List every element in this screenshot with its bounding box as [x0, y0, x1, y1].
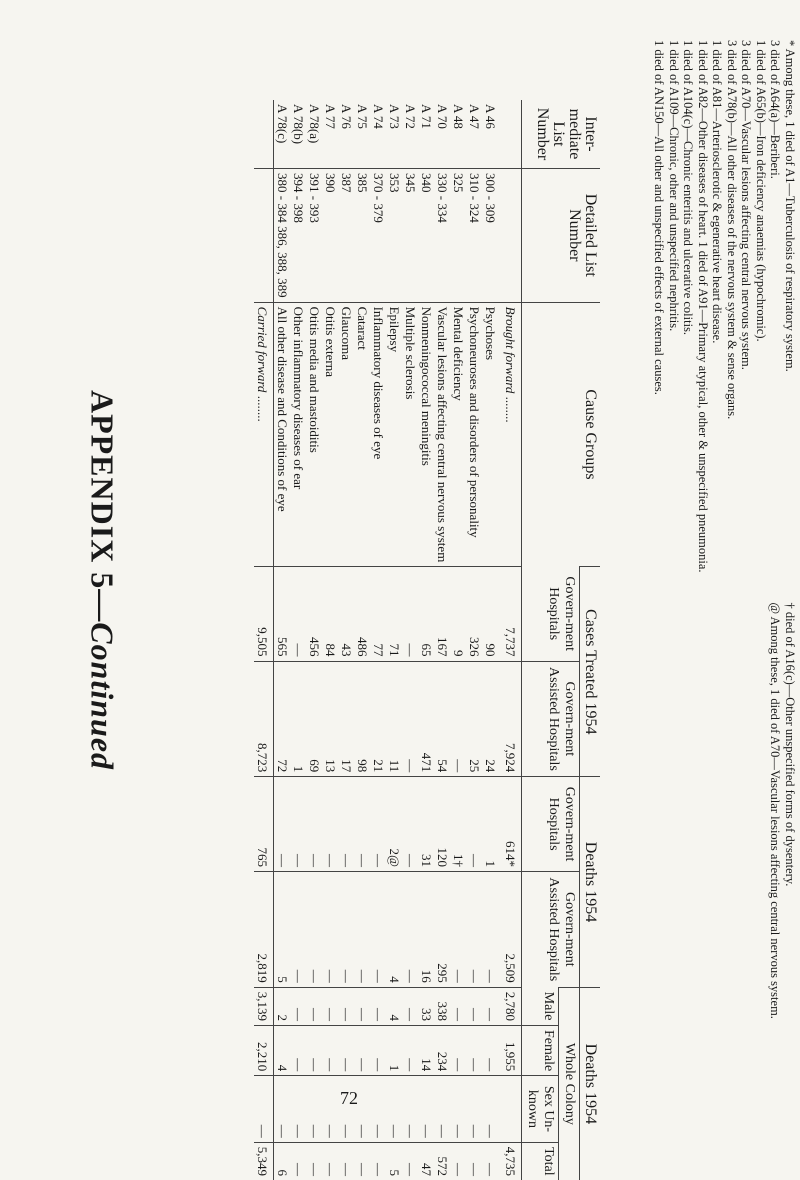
- cell-unk: —: [290, 1076, 306, 1143]
- inter-list-number: A 78(a): [307, 104, 322, 144]
- cell: 8,723: [254, 661, 274, 777]
- footnotes-left: [622, 40, 797, 603]
- cell: 3,139: [254, 987, 274, 1025]
- cell-male: —: [306, 987, 322, 1025]
- cell-c-ga: —: [450, 661, 466, 777]
- cell-total: 47: [418, 1142, 434, 1180]
- cell-female: 4: [274, 1025, 291, 1075]
- cell-c-ga: 13: [322, 661, 338, 777]
- cell-c-gh: 71: [386, 567, 402, 661]
- cell-unk: —: [370, 1076, 386, 1143]
- cell-total: —: [338, 1142, 354, 1180]
- table-row: [338, 100, 354, 1180]
- brought-forward-row: Brought forward ........ 7,737 7,924 614* 2,509 2,780 1,955 4,735: [498, 100, 522, 1180]
- cell-d-gh: —: [306, 777, 322, 872]
- cell-female: —: [466, 1025, 482, 1075]
- cell-c-gh: 65: [418, 567, 434, 661]
- cell-male: —: [354, 987, 370, 1025]
- cause-group: Nonmeningococcal meningitis: [418, 302, 434, 567]
- cell-c-ga: 17: [338, 661, 354, 777]
- cell-c-gh: 167: [434, 567, 450, 661]
- cell-male: —: [322, 987, 338, 1025]
- cell-unk: —: [418, 1076, 434, 1143]
- detailed-list-number: 391 - 393: [306, 169, 322, 303]
- cell-d-gh: 120: [434, 777, 450, 872]
- inter-list-number: A 75: [355, 104, 370, 129]
- cell-unk: —: [354, 1076, 370, 1143]
- cell-male: —: [482, 987, 498, 1025]
- cause-header: Cause Groups: [522, 302, 601, 567]
- cell-total: 5: [386, 1142, 402, 1180]
- cause-group: Otitis externa: [322, 302, 338, 567]
- cause-group: Inflammatory diseases of eye: [370, 302, 386, 567]
- cell-total: —: [322, 1142, 338, 1180]
- detailed-list-number: 385: [354, 169, 370, 303]
- cell-c-ga: 11: [386, 661, 402, 777]
- cell-total: —: [306, 1142, 322, 1180]
- cell-d-gh: 31: [418, 777, 434, 872]
- cell-unk: —: [322, 1076, 338, 1143]
- cell-female: —: [322, 1025, 338, 1075]
- cell-c-ga: 25: [466, 661, 482, 777]
- inter-list-number: A 77: [323, 104, 338, 129]
- page-number: 72: [340, 1088, 358, 1108]
- cell: —: [254, 1076, 274, 1143]
- carried-forward-row: Carried forward ........ 9,505 8,723 765 2,819 3,139 2,210 — 5,349: [254, 100, 274, 1180]
- detailed-header: Detailed List Number: [522, 169, 601, 303]
- cell-unk: —: [386, 1076, 402, 1143]
- cell-d-gh: —: [338, 777, 354, 872]
- cell-unk: —: [306, 1076, 322, 1143]
- cell-d-ga: 16: [418, 871, 434, 987]
- brought-forward-label: Brought forward: [503, 306, 518, 394]
- footnote: 1 died of A104(c)—Chronic enteritis and ulcerative colitis.: [681, 40, 696, 336]
- footnote: 1 died of AN150—All other and unspecified effects of external causes.: [652, 40, 667, 395]
- table-row: [386, 100, 402, 1180]
- cell-male: 2: [274, 987, 291, 1025]
- cell: 7,737: [498, 567, 522, 661]
- inter-list-number: A 46: [483, 104, 498, 129]
- inter-list-number: A 72: [403, 104, 418, 129]
- cell-female: —: [354, 1025, 370, 1075]
- male-header: Male: [522, 987, 559, 1025]
- cell-d-gh: 2@: [386, 777, 402, 872]
- cell-female: 1: [386, 1025, 402, 1075]
- cell-unk: —: [466, 1076, 482, 1143]
- cell-d-gh: —: [466, 777, 482, 872]
- inter-list-number: A 71: [419, 104, 434, 129]
- footnote: 1 died of A109—Chronic, other and unspecified nephritis.: [667, 40, 681, 332]
- table-row: [322, 100, 338, 1180]
- cell-d-ga: 5: [274, 871, 291, 987]
- cell-d-ga: —: [338, 871, 354, 987]
- cell-d-gh: —: [354, 777, 370, 872]
- cell-c-gh: —: [402, 567, 418, 661]
- cell-total: —: [290, 1142, 306, 1180]
- inter-list-number: A 74: [371, 104, 386, 129]
- data-rows: [274, 100, 499, 1180]
- cell: [498, 1076, 522, 1143]
- cell-unk: —: [274, 1076, 291, 1143]
- table-row: [290, 100, 306, 1180]
- detailed-list-number: 370 - 379: [370, 169, 386, 303]
- cell-d-gh: —: [322, 777, 338, 872]
- cell-total: 6: [274, 1142, 291, 1180]
- cell-d-gh: 1†: [450, 777, 466, 872]
- cause-group: Cataract: [354, 302, 370, 567]
- cell-c-gh: 565: [274, 567, 291, 661]
- footnote: 3 died of A78(b)—All other diseases of the nervous system & sense organs.: [725, 40, 739, 420]
- cell-d-ga: —: [402, 871, 418, 987]
- deaths-gov-hosp-header: Govern-ment Hospitals: [522, 777, 580, 872]
- page-title: APPENDIX 5—Continued: [84, 389, 121, 771]
- detailed-list-number: 387: [338, 169, 354, 303]
- cell-female: —: [450, 1025, 466, 1075]
- cell-d-ga: —: [466, 871, 482, 987]
- footnotes-right: [622, 603, 797, 1049]
- cell-c-gh: 456: [306, 567, 322, 661]
- cell-d-gh: —: [370, 777, 386, 872]
- cell-unk: —: [402, 1076, 418, 1143]
- table-row: [402, 100, 418, 1180]
- table-row: [274, 100, 291, 1180]
- cell-d-ga: —: [370, 871, 386, 987]
- cases-gov-hosp-header: Govern-ment Hospitals: [522, 567, 580, 661]
- cell-female: —: [402, 1025, 418, 1075]
- cause-group: Psychoneuroses and disorders of personality: [466, 302, 482, 567]
- table-row: [418, 100, 434, 1180]
- cell-d-gh: —: [402, 777, 418, 872]
- footnote: @ Among these, 1 died of A70—Vascular lesions affecting central nervous system.: [768, 602, 783, 1019]
- cell-c-ga: 471: [418, 661, 434, 777]
- cell-female: —: [306, 1025, 322, 1075]
- cell-male: —: [450, 987, 466, 1025]
- cell-c-gh: 90: [482, 567, 498, 661]
- table-row: [466, 100, 482, 1180]
- footnote: 3 died of A64(a)—Beriberi.: [768, 40, 783, 179]
- cell-unk: —: [434, 1076, 450, 1143]
- cell: 2,780: [498, 987, 522, 1025]
- cell: 2,509: [498, 871, 522, 987]
- cell-female: —: [482, 1025, 498, 1075]
- cause-group: Psychoses: [482, 302, 498, 567]
- detailed-list-number: 390: [322, 169, 338, 303]
- female-header: Female: [522, 1025, 559, 1075]
- cell-c-ga: —: [402, 661, 418, 777]
- cell-d-gh: —: [290, 777, 306, 872]
- cell-female: —: [338, 1025, 354, 1075]
- cell-female: 234: [434, 1025, 450, 1075]
- cell-d-ga: —: [290, 871, 306, 987]
- inter-header: Inter-mediate List Number: [522, 100, 601, 169]
- table-row: [354, 100, 370, 1180]
- cell-c-ga: 21: [370, 661, 386, 777]
- deaths-govt-header: Deaths 1954: [580, 777, 601, 987]
- cell-c-gh: 84: [322, 567, 338, 661]
- detailed-list-number: 353: [386, 169, 402, 303]
- footnote: 1 died of A82—Other diseases of heart. 1 died of A91—Primary atypical, other & unspecified pneumonia.: [696, 40, 710, 573]
- cell-c-ga: 98: [354, 661, 370, 777]
- inter-list-number: A 78(c): [275, 104, 290, 144]
- cell: 4,735: [498, 1142, 522, 1180]
- cell-total: —: [370, 1142, 386, 1180]
- cell: 9,505: [254, 567, 274, 661]
- deaths-gov-assist-header: Govern-ment Assisted Hospitals: [522, 871, 580, 987]
- cell-d-ga: —: [482, 871, 498, 987]
- cell-male: —: [370, 987, 386, 1025]
- cell-male: 4: [386, 987, 402, 1025]
- title-main: APPENDIX: [84, 389, 121, 564]
- cell: 2,819: [254, 871, 274, 987]
- cell-unk: —: [482, 1076, 498, 1143]
- cell-c-ga: 72: [274, 661, 291, 777]
- cell: 614*: [498, 777, 522, 872]
- cell-c-ga: 1: [290, 661, 306, 777]
- inter-list-number: A 73: [387, 104, 402, 129]
- table-row: [482, 100, 498, 1180]
- whole-colony-header: Whole Colony: [559, 987, 580, 1180]
- cause-group: Glaucoma: [338, 302, 354, 567]
- cell-c-gh: 9: [450, 567, 466, 661]
- footnote: * Among these, 1 died of A1—Tuberculosis of respiratory system.: [783, 40, 797, 372]
- table-row: [434, 100, 450, 1180]
- cell-total: 572: [434, 1142, 450, 1180]
- cause-group: Mental deficiency: [450, 302, 466, 567]
- title-suffix: Continued: [84, 622, 121, 771]
- inter-list-number: A 48: [451, 104, 466, 129]
- cell-d-gh: 1: [482, 777, 498, 872]
- footnote: 1 died of A65(b)—Iron deficiency anaemias (hypochromic).: [754, 40, 768, 342]
- cases-header: Cases Treated 1954: [580, 567, 601, 777]
- cell-d-ga: —: [306, 871, 322, 987]
- cell-female: —: [290, 1025, 306, 1075]
- total-header: Total: [522, 1142, 559, 1180]
- cell-unk: —: [338, 1076, 354, 1143]
- cell-d-ga: —: [354, 871, 370, 987]
- cell-male: —: [338, 987, 354, 1025]
- cell: 1,955: [498, 1025, 522, 1075]
- detailed-list-number: 310 - 324: [466, 169, 482, 303]
- cell-c-gh: —: [290, 567, 306, 661]
- cause-group: All other disease and Conditions of eye: [274, 302, 291, 567]
- carried-forward-label: Carried forward: [255, 306, 270, 393]
- cell-male: —: [466, 987, 482, 1025]
- cell: 7,924: [498, 661, 522, 777]
- cell-d-ga: 4: [386, 871, 402, 987]
- footnote: † died of A16(c)—Other unspecified forms of dysentery.: [783, 602, 797, 887]
- cell: 765: [254, 777, 274, 872]
- cases-gov-assist-header: Govern-ment Assisted Hospitals: [522, 661, 580, 777]
- cell-c-gh: 486: [354, 567, 370, 661]
- detailed-list-number: 380 - 384 386, 388, 389: [274, 169, 291, 303]
- footnotes: [622, 0, 797, 1161]
- detailed-list-number: 345: [402, 169, 418, 303]
- cell-total: —: [402, 1142, 418, 1180]
- cell-c-ga: 24: [482, 661, 498, 777]
- cell-c-ga: 54: [434, 661, 450, 777]
- cell-d-ga: —: [322, 871, 338, 987]
- detailed-list-number: 394 - 398: [290, 169, 306, 303]
- inter-list-number: A 78(b): [291, 104, 306, 145]
- cell-male: 338: [434, 987, 450, 1025]
- cell-female: —: [370, 1025, 386, 1075]
- title-number: 5: [84, 572, 121, 590]
- cell-male: —: [290, 987, 306, 1025]
- inter-list-number: A 76: [339, 104, 354, 129]
- cell-total: —: [354, 1142, 370, 1180]
- cell-unk: —: [450, 1076, 466, 1143]
- table-row: [450, 100, 466, 1180]
- cause-group: Vascular lesions affecting central nervous system: [434, 302, 450, 567]
- cell-total: —: [482, 1142, 498, 1180]
- footnote: 3 died of A70—Vascular lesions affecting central nervous system.: [739, 40, 754, 370]
- cell-d-ga: —: [450, 871, 466, 987]
- detailed-list-number: 325: [450, 169, 466, 303]
- table-row: [306, 100, 322, 1180]
- cause-group: Other inflammatory diseases of ear: [290, 302, 306, 567]
- inter-list-number: A 70: [435, 104, 450, 129]
- cell-c-gh: 326: [466, 567, 482, 661]
- cell-c-gh: 43: [338, 567, 354, 661]
- cell-c-gh: 77: [370, 567, 386, 661]
- cell-d-ga: 295: [434, 871, 450, 987]
- deaths-whole-header: Deaths 1954: [580, 987, 601, 1180]
- cause-group: Otitis media and mastoiditis: [306, 302, 322, 567]
- inter-list-number: A 47: [467, 104, 482, 129]
- detailed-list-number: 330 - 334: [434, 169, 450, 303]
- cell: 5,349: [254, 1142, 274, 1180]
- cell-male: —: [402, 987, 418, 1025]
- statistics-table-rotated: [120, 100, 600, 1180]
- cell-female: 14: [418, 1025, 434, 1075]
- cell: 2,210: [254, 1025, 274, 1075]
- sex-unknown-header: Sex Un-known: [522, 1076, 559, 1143]
- cause-group: Multiple sclerosis: [402, 302, 418, 567]
- cell-c-ga: 69: [306, 661, 322, 777]
- table-row: [370, 100, 386, 1180]
- cell-d-gh: —: [274, 777, 291, 872]
- cell-male: 33: [418, 987, 434, 1025]
- cell-total: —: [450, 1142, 466, 1180]
- cell-total: —: [466, 1142, 482, 1180]
- statistics-table: [254, 100, 600, 1180]
- cause-group: Epilepsy: [386, 302, 402, 567]
- detailed-list-number: 300 - 309: [482, 169, 498, 303]
- detailed-list-number: 340: [418, 169, 434, 303]
- footnote: 1 died of A81—Arteriosclerotic & egenerative heart disease.: [710, 40, 725, 344]
